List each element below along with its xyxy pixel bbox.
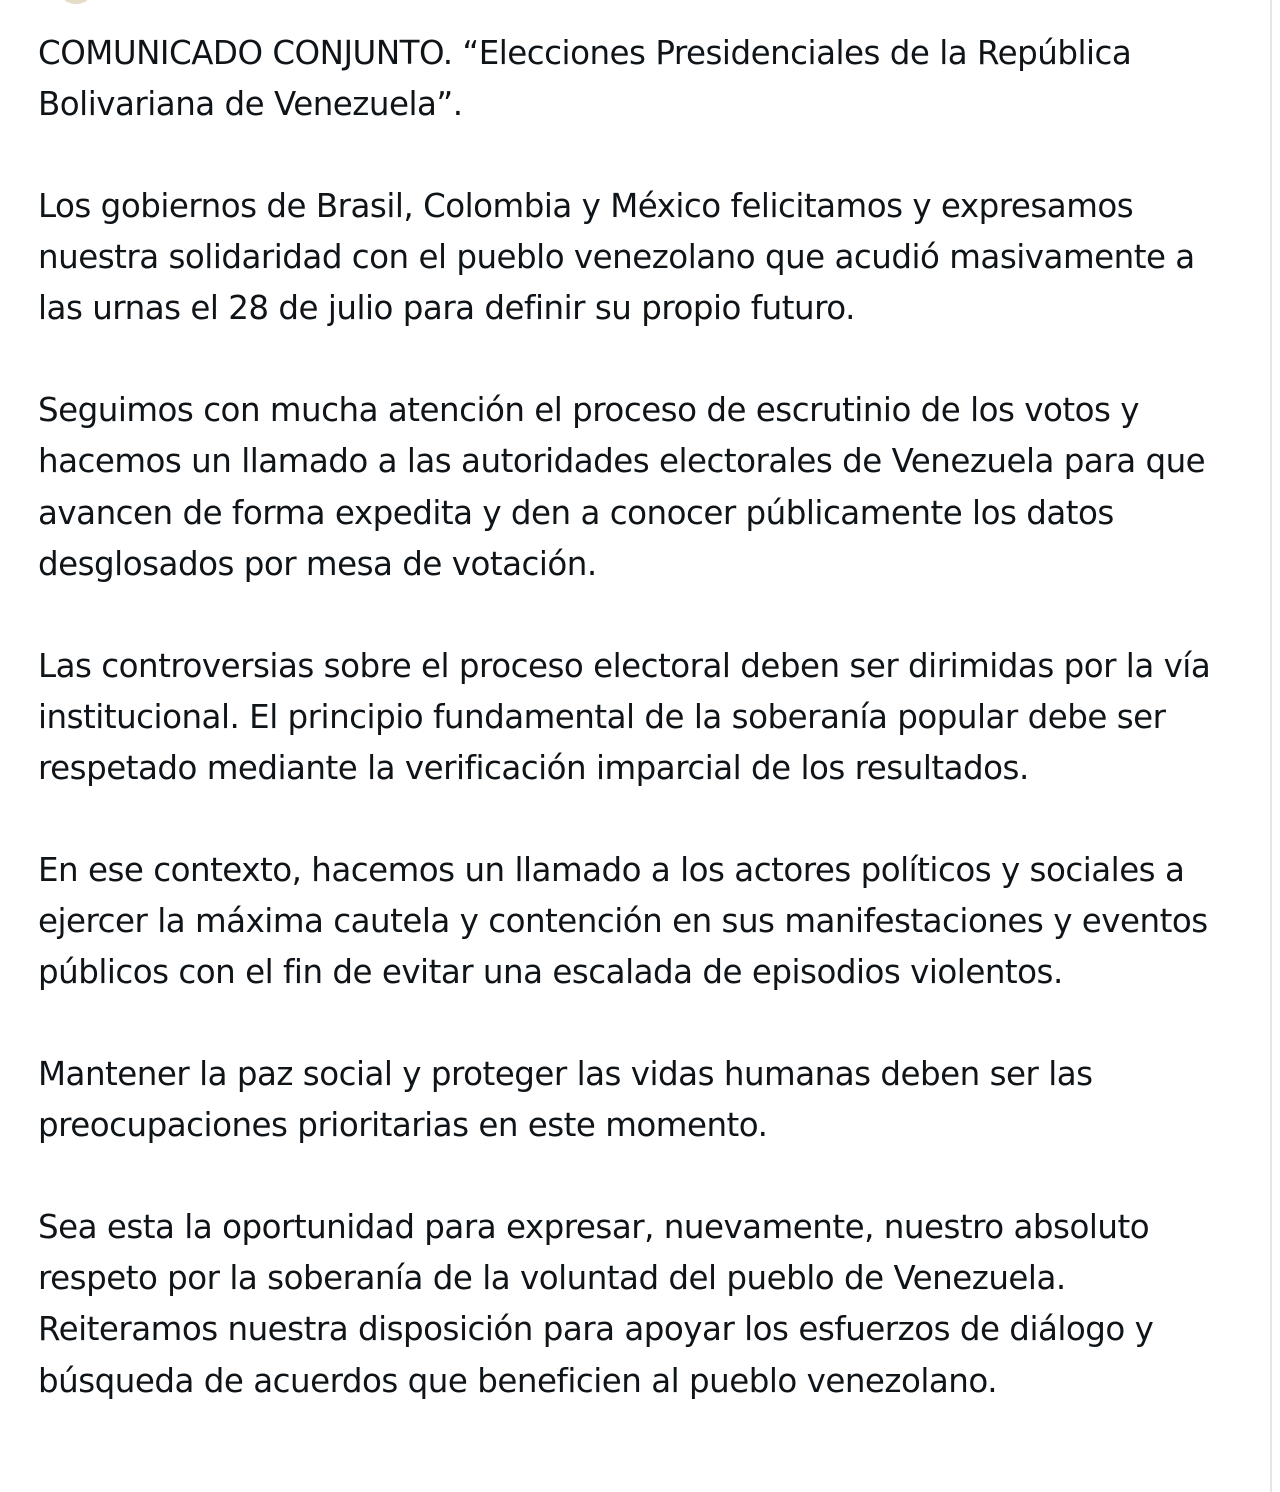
post-paragraph-7: Sea esta la oportunidad para expresar, nuevamente, nuestro absoluto respeto por la soberanía de la voluntad del pueblo de Venezuela. Reiteramos nuestra disposición para apoyar los esfuerzos de diálogo y búsqueda de acuerdos que beneficien al pueblo venezolano.: [38, 1208, 1154, 1400]
post-paragraph-6: Mantener la paz social y proteger las vidas humanas deben ser las preocupaciones prioritarias en este momento.: [38, 1055, 1093, 1145]
post-text: [38, 28, 1248, 1407]
post-paragraph-1: COMUNICADO CONJUNTO. “Elecciones Presidenciales de la República Bolivariana de Venezuela”.: [38, 34, 1132, 124]
post-paragraph-5: En ese contexto, hacemos un llamado a los actores políticos y sociales a ejercer la máxima cautela y contención en sus manifestaciones y eventos públicos con el fin de evitar una escalada de episodios violentos.: [38, 850, 1208, 992]
avatar[interactable]: [62, 0, 90, 4]
post-paragraph-2: Los gobiernos de Brasil, Colombia y México felicitamos y expresamos nuestra solidaridad con el pueblo venezolano que acudió masivamente a las urnas el 28 de julio para definir su propio futuro.: [38, 187, 1195, 328]
post-paragraph-4: Las controversias sobre el proceso electoral deben ser dirimidas por la vía institucional. El principio fundamental de la soberanía popular debe ser respetado mediante la verificación imparcial de los resultados.: [38, 646, 1211, 788]
post-paragraph-3: Seguimos con mucha atención el proceso de escrutinio de los votos y hacemos un llamado a las autoridades electorales de Venezuela para que avancen de forma expedita y den a conocer públicamente los datos desglosados por mesa de votación.: [38, 391, 1206, 583]
